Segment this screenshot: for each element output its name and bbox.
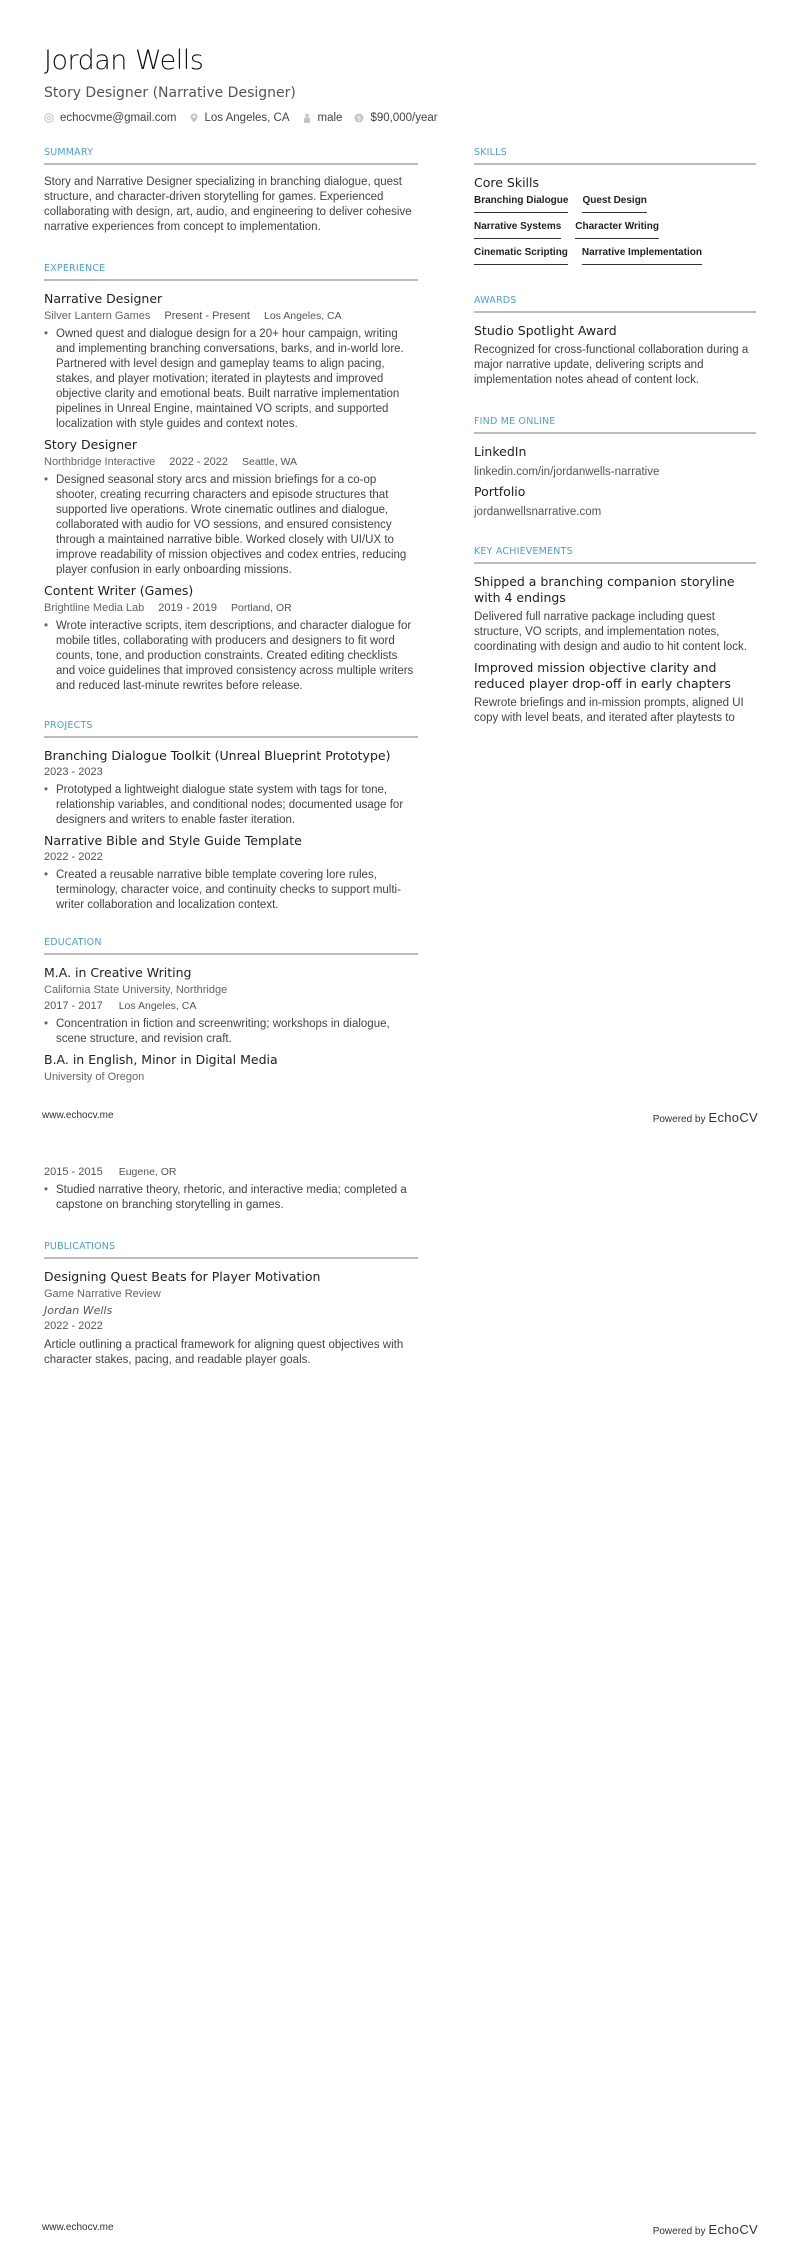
education-entry [44,1052,418,1085]
achievement-title: Shipped a branching companion storyline with 4 endings [474,574,735,605]
job-dates: 2022 - 2022 [169,456,228,468]
footer-site-link[interactable]: www.echocv.me [42,1110,114,1121]
skills-section [474,147,756,273]
section-heading-experience: EXPERIENCE [44,263,106,274]
achievement-description: Delivered full narrative package including quest structure, VO scripts, and implementation notes, coordinating with design and audio to hit content lock. [474,611,747,653]
section-heading-summary: SUMMARY [44,147,94,158]
at-icon [44,113,54,123]
experience-section [44,263,418,694]
school-name: University of Oregon [44,1071,145,1083]
job-location: Portland, OR [231,602,292,614]
contact-gender: male [302,112,343,124]
education-bullets [44,1183,418,1213]
publication-publisher: Game Narrative Review [44,1288,161,1300]
education-location: Los Angeles, CA [118,1000,197,1012]
location-pin-icon [189,113,199,123]
contact-email[interactable]: echocvme@gmail.com [44,112,177,124]
project-title: Narrative Bible and Style Guide Template [44,833,302,848]
education-meta [44,999,418,1014]
skill-tag: Narrative Systems [474,221,561,239]
section-divider [44,279,418,281]
section-divider [474,163,756,165]
job-bullet: • Designed seasonal story arcs and mission briefings for a co-op shooter, creating recurring characters and episode structures that supported live operations. Wrote cinematic outlines and dialogue, collaborated with audio for VO sessions, and ensured consistency through a maintained narrative bible. Worked closely with UI/UX to improve readability of mission objectives and codex entries, reducing player confusion in early onboarding missions. [44,473,418,578]
summary-text: Story and Narrative Designer specializing in branching dialogue, quest structure, and character-driven storytelling for games. Experienced collaborating with design, art, audio, and engineering to deliver cohesive narrative experiences from concept to implementation. [44,176,412,233]
dollar-icon [354,113,364,123]
education-meta [44,1165,418,1180]
job-bullets [44,327,418,432]
project-dates: 2023 - 2023 [44,766,103,778]
section-heading-projects: PROJECTS [44,720,93,731]
education-entry [44,965,418,1047]
skill-tag: Narrative Implementation [582,247,702,265]
section-heading-awards: AWARDS [474,295,517,306]
education-bullet: • Concentration in fiction and screenwriting; workshops in dialogue, scene structure, and revision craft. [44,1017,418,1047]
link-label-linkedin: LinkedIn [474,444,527,459]
experience-entry [44,291,418,432]
skill-tag: Branching Dialogue [474,195,568,213]
right-column [474,147,756,731]
projects-section [44,720,418,913]
education-dates: 2015 - 2015 [44,1166,103,1178]
company-name: Silver Lantern Games [44,310,151,322]
page-footer [0,1110,794,1124]
project-bullets [44,868,418,913]
person-icon [302,113,312,123]
contact-row [44,112,450,124]
link-portfolio[interactable]: jordanwellsnarrative.com [474,506,602,518]
section-heading-online: FIND ME ONLINE [474,416,556,427]
awards-section [474,295,756,388]
footer-site-link[interactable]: www.echocv.me [42,2222,114,2233]
section-divider [474,432,756,434]
job-dates: Present - Present [164,310,250,322]
section-divider [474,311,756,313]
job-meta [44,309,418,324]
job-meta [44,601,418,616]
publication-description: Article outlining a practical framework for aligning quest objectives with character stakes, pacing, and readable player goals. [44,1339,404,1366]
education-entry-continued [44,1165,418,1213]
company-name: Northbridge Interactive [44,456,156,468]
resume-header [44,44,450,124]
achievement-title: Improved mission objective clarity and reduced player drop-off in early chapters [474,660,731,691]
section-divider [44,736,418,738]
school-name: California State University, Northridge [44,984,228,996]
contact-salary: $ $90,000/year [354,112,437,124]
section-divider [44,1257,418,1259]
education-bullet: • Studied narrative theory, rhetoric, and interactive media; completed a capstone on branching storytelling in games. [44,1183,418,1213]
job-bullet: • Wrote interactive scripts, item descriptions, and character dialogue for mobile titles, collaborating with producers and designers to fit word counts, tone, and production constraints. Created editing checklists and voice guidelines that improved consistency across multiple writers and reduced last-minute rewrites before release. [44,619,418,694]
link-linkedin[interactable]: linkedin.com/in/jordanwells-narrative [474,466,660,478]
project-dates: 2022 - 2022 [44,851,103,863]
award-description: Recognized for cross-functional collaboration during a major narrative update, delivering scripts and implementation notes ahead of content lock. [474,344,749,386]
project-bullet: • Created a reusable narrative bible template covering lore rules, terminology, character voice, and continuity checks to support multi-writer collaboration and localization context. [44,868,418,913]
link-label-portfolio: Portfolio [474,484,526,499]
company-name: Brightline Media Lab [44,602,145,614]
achievement-description: Rewrote briefings and in-mission prompts, aligned UI copy with level beats, and iterated after playtests to [474,697,744,724]
section-divider [44,163,418,165]
job-title: Content Writer (Games) [44,583,194,598]
publication-dates: 2022 - 2022 [44,1320,103,1332]
left-column-continued [44,1164,418,1368]
project-title: Branching Dialogue Toolkit (Unreal Blueprint Prototype) [44,748,391,763]
project-bullet: • Prototyped a lightweight dialogue state system with tags for tone, relationship variables, and conditional nodes; documented usage for designers and writers to enable faster iteration. [44,783,418,828]
job-dates: 2019 - 2019 [158,602,218,614]
publication-author: Jordan Wells [44,1304,113,1317]
job-location: Los Angeles, CA [263,310,342,322]
section-heading-education: EDUCATION [44,937,102,948]
project-entry [44,833,418,913]
job-bullets [44,473,418,578]
skills-list [474,195,756,273]
section-divider [474,562,756,564]
education-location: Eugene, OR [118,1166,177,1178]
candidate-title: Story Designer (Narrative Designer) [44,85,296,101]
education-bullets [44,1017,418,1047]
online-section [474,416,756,520]
skill-tag: Quest Design [582,195,646,213]
job-title: Story Designer [44,437,137,452]
award-title: Studio Spotlight Award [474,323,617,338]
svg-text:$: $ [357,114,362,123]
skill-tag: Character Writing [575,221,659,239]
page-footer [0,2222,794,2236]
education-dates: 2017 - 2017 [44,1000,103,1012]
publication-title: Designing Quest Beats for Player Motivation [44,1269,321,1284]
left-column [44,147,418,1090]
resume-page-2 [0,1130,794,2246]
project-bullets [44,783,418,828]
brand-logo[interactable]: EchoCV [708,1110,758,1125]
project-entry [44,748,418,828]
section-heading-achievements: KEY ACHIEVEMENTS [474,546,573,557]
skill-tag: Cinematic Scripting [474,247,568,265]
job-location: Seattle, WA [242,456,298,468]
achievements-section [474,546,756,726]
section-heading-skills: SKILLS [474,147,507,158]
education-section [44,937,418,1085]
candidate-name: Jordan Wells [44,45,204,76]
experience-entry [44,583,418,694]
brand-logo[interactable]: EchoCV [708,2222,758,2237]
achievement-entry [474,574,756,655]
job-bullets [44,619,418,694]
degree-title: B.A. in English, Minor in Digital Media [44,1052,278,1067]
section-heading-publications: PUBLICATIONS [44,1241,116,1252]
contact-location: Los Angeles, CA [189,112,290,124]
section-divider [44,953,418,955]
job-title: Narrative Designer [44,291,163,306]
footer-powered-by: Powered by EchoCV [652,1110,758,1125]
job-meta [44,455,418,470]
summary-section [44,147,418,235]
footer-powered-by: Powered by EchoCV [652,2222,758,2237]
publications-section [44,1241,418,1368]
degree-title: M.A. in Creative Writing [44,965,192,980]
achievement-entry [474,660,756,726]
skills-group-title: Core Skills [474,175,540,190]
experience-entry [44,437,418,578]
job-bullet: • Owned quest and dialogue design for a 20+ hour campaign, writing and implementing branching conversations, barks, and in-world lore. Partnered with level design and gameplay teams to align pacing, stakes, and player motivation; iterated in playtests and improved objective clarity and emotional beats. Built narrative implementation pipelines in Unreal Engine, maintained VO scripts, and supported localization with style guides and context notes. [44,327,418,432]
